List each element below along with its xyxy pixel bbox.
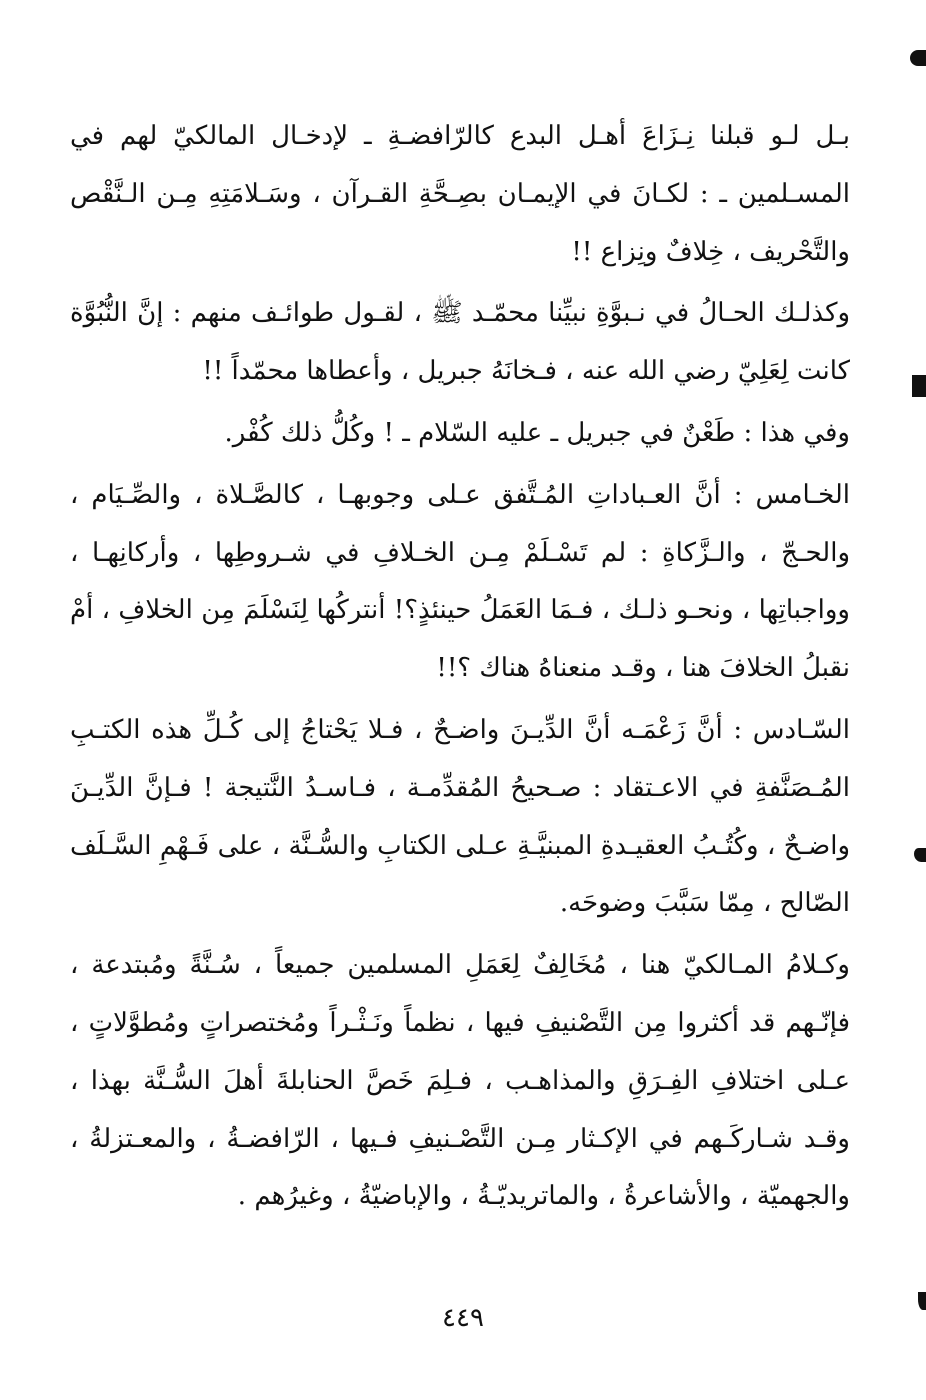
paragraph: وكـلامُ المـالكيّ هنا ، مُخَالِفٌ لِعَمَلِ المسلمين جميعاً ، سُـنَّةً ومُبتدعة ، فإنّـهم قد أكثروا مِن التَّصْنيفِ فيها ، نظماً ونَـثْـراً ومُختصراتٍ ومُطوَّلاتٍ ، عـلى اختلافِ الفِـرَقِ والمذاهـب ، فـلِمَ خَصَّ الحنابلةَ أهلَ السُّـنَّة بهذا ، وقـد شـاركَـهم في الإكـثار مِـن التَّصْـنيفِ فـيها ، الرّافضـةُ ، والمعـتزلةُ ، والجهميّة ، والأشاعرةُ ، والماتريديّـةُ ، والإباضيّةُ ، وغيرُهم . [70,950,850,1212]
paragraph: وفي هذا : طَعْنٌ في جبريل ـ عليه السّلام ـ ! وكُلُّ ذلك كُفْر. [224,417,850,448]
body-text [70,108,850,1230]
page-number: ٤٤٩ [442,1303,484,1333]
paragraph: السّـادس : أنَّ زَعْمَـه أنَّ الدِّيـنَ واضـحٌ ، فـلا يَحْتاجُ إلى كُـلِّ هذه الكتـبِ المُـصَنَّفةِ في الاعـتقاد : صـحيحُ المُقدِّمـة ، فـاسـدُ النَّتيجة ! فـإنَّ الدِّيـنَ واضـحٌ ، وكُتُـبُ العقيـدةِ المبنيَّـةِ عـلى الكتابِ والسُّـنَّة ، على فَـهْمِ السَّـلَف الصّالح ، مِمّا سَبَّبَ وضوحَه. [70,714,850,919]
paragraph: بـل لـو قبلنا نِـزَاعَ أهـل البدع كالرّافضـةِ ـ لإدخـال المالكيّ لهم في المسـلمين ـ : لكـانَ في الإيمـان بصِـحَّةِ القـرآن ، وسَـلامَتِهِ مِـن الـنَّقْص والتَّحْريف ، خِلافٌ ونِزاع !! [70,121,850,267]
paragraph: الخـامس : أنَّ العـباداتِ المُـتَّفق عـلى وجوبهـا ، كالصَّـلاة ، والصِّـيَام ، والحـجّ ، والـزَّكاةِ : لم تَسْـلَمْ مِـن الخـلافِ في شـروطِها ، وأركانِهـا ، وواجباتِها ، ونحـو ذلـك ، فـمَا العَمَلُ حينئذٍ؟! أنتركُها لِنَسْلَمَ مِن الخلافِ ، أمْ نقبلُ الخلافَ هنا ، وقـد منعناهُ هناك ؟!! [70,479,850,684]
scan-edge-mark [914,848,926,862]
scan-edge-mark [910,50,926,66]
paragraph: وكذلـك الحـالُ في نـبوَّةِ نبيِّنا محمّـد ﷺ ، لقـول طوائـف منهم : إنَّ النُّبُوَّة كانت لِعَلِيّ رضي الله عنه ، فـخانَهُ جبريل ، وأعطاها محمّداً !! [70,298,850,387]
scan-edge-mark [912,375,926,397]
